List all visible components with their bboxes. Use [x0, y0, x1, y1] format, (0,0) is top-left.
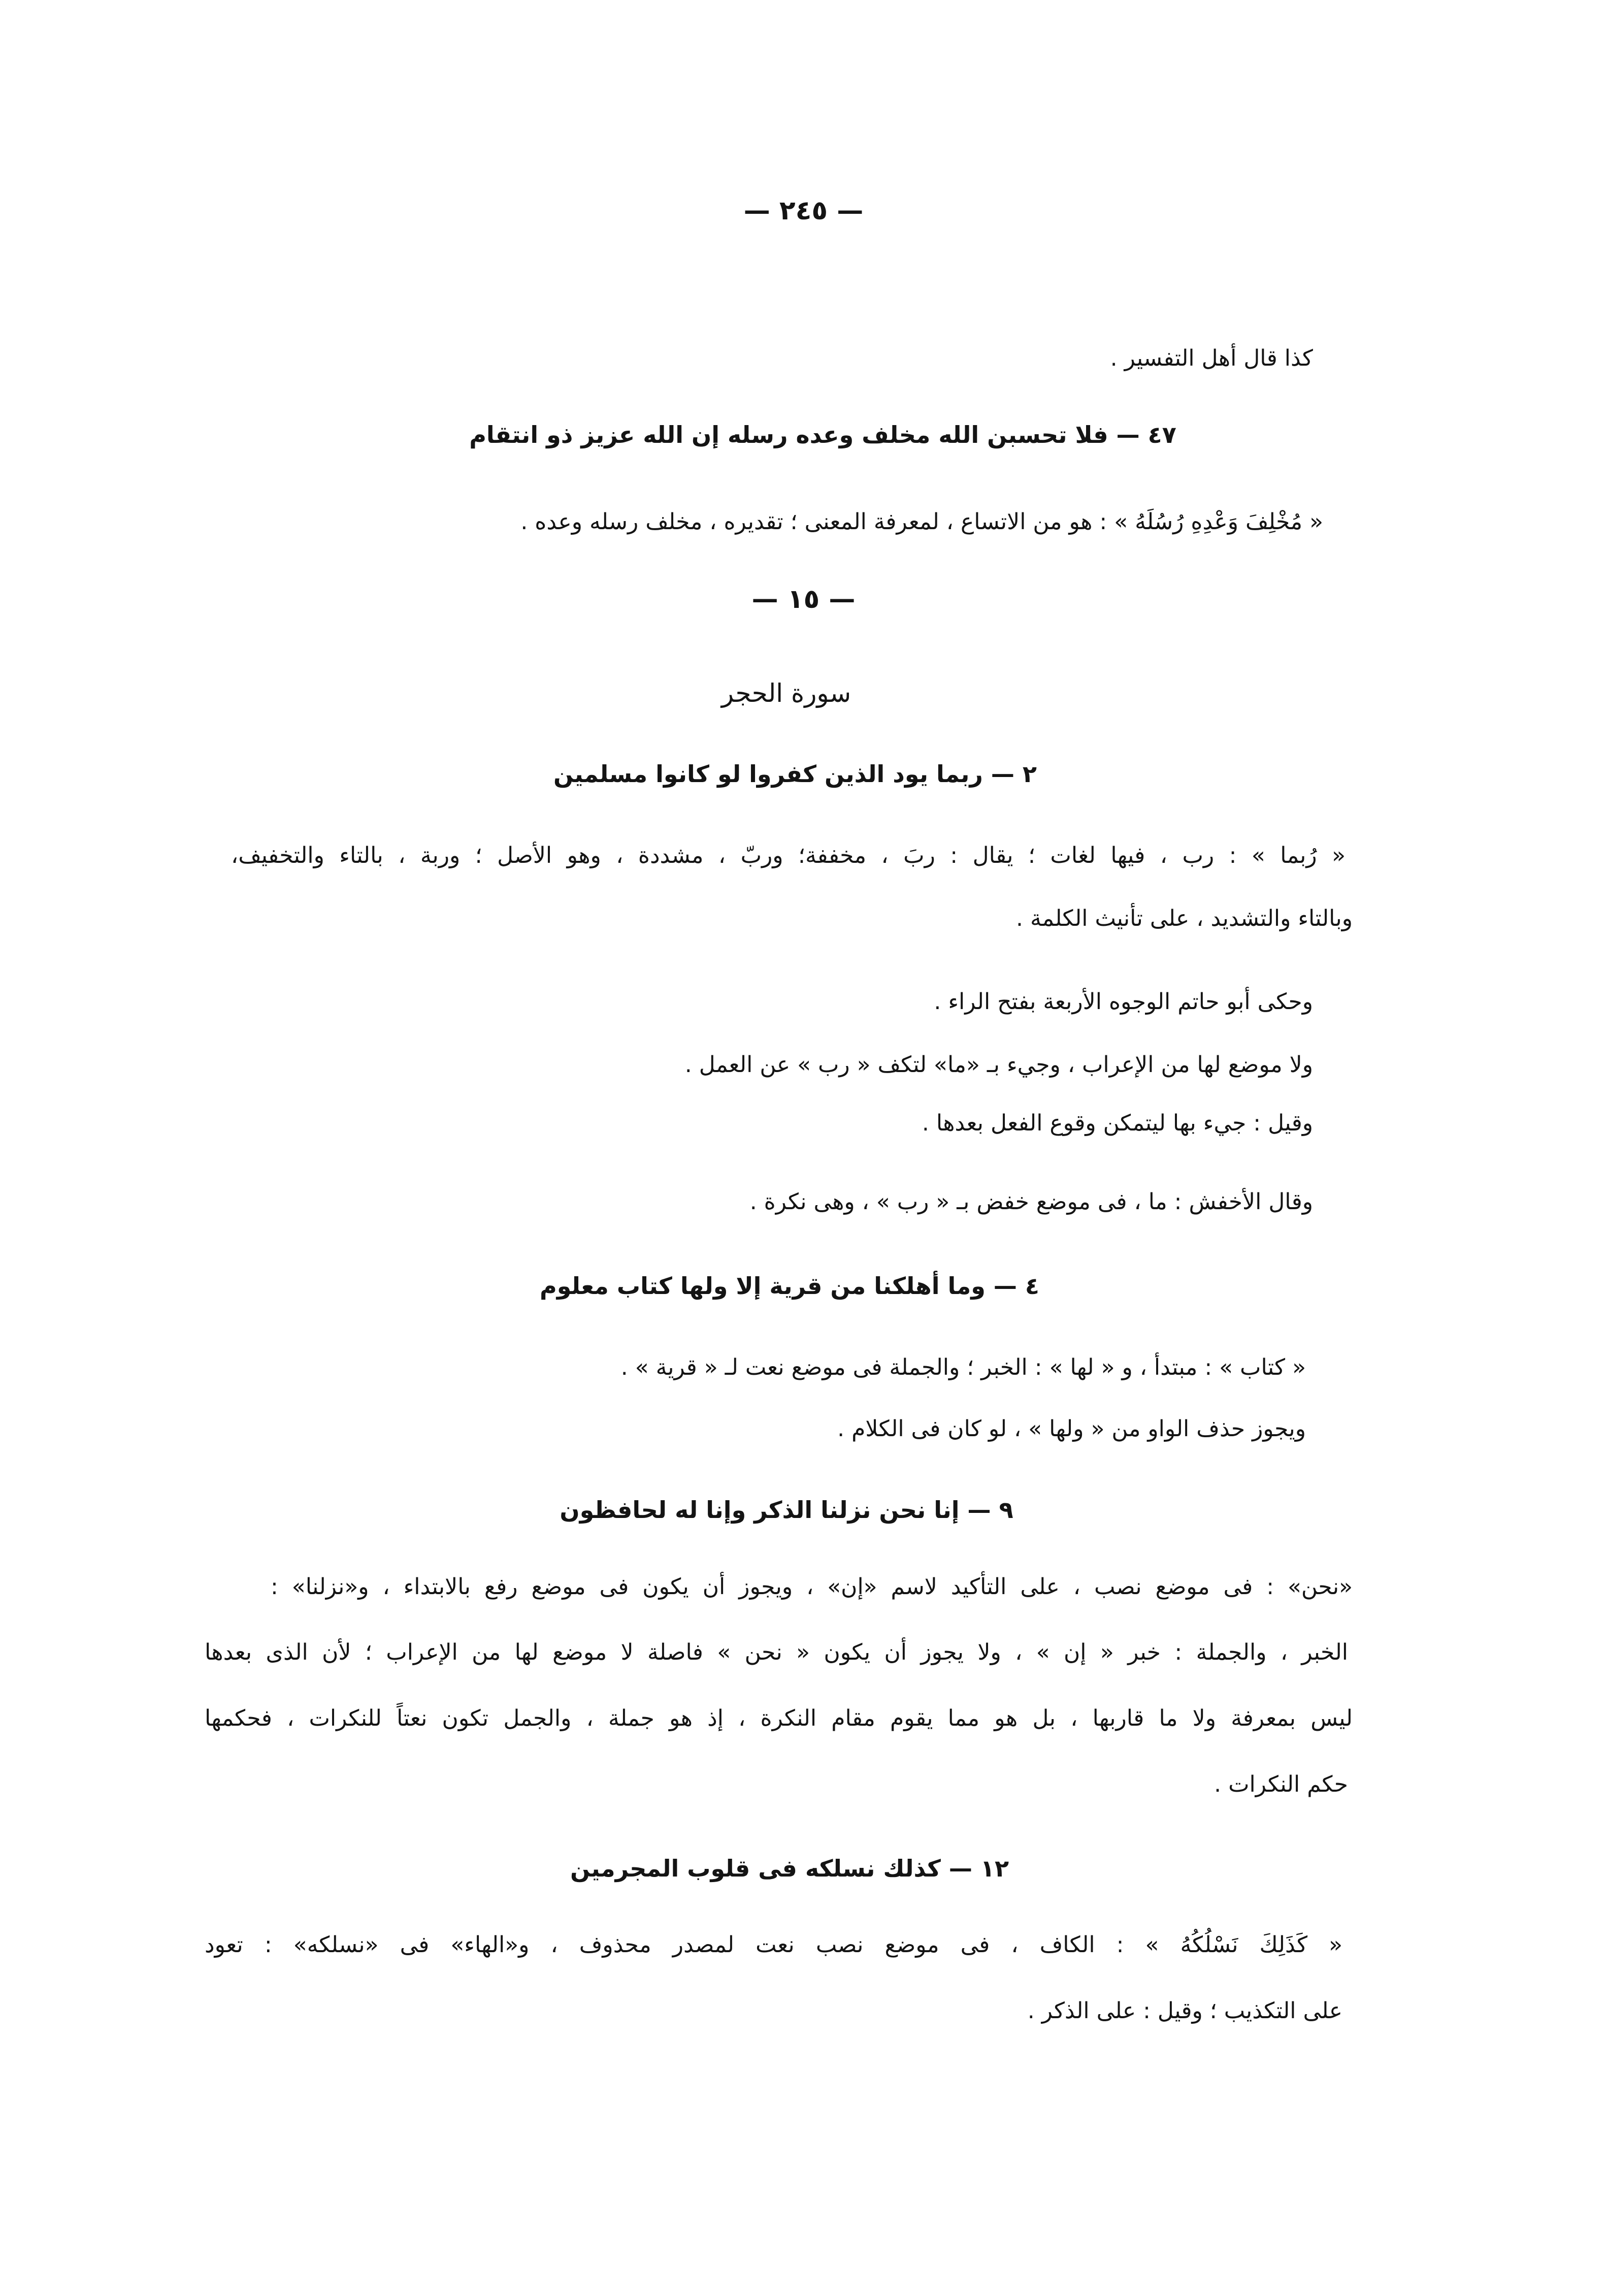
verse-4: ٤ — وما أهلكنا من قرية إلا ولها كتاب معلوم [540, 1272, 1039, 1300]
verse-9: ٩ — إنا نحن نزلنا الذكر وإنا له لحافظون [560, 1496, 1013, 1524]
surah-number: — ١٥ — [751, 584, 856, 615]
page-number: — ٢٤٥ — [743, 196, 864, 226]
commentary-line: وقال الأخفش : ما ، فى موضع خفض بـ « رب » ، وهى نكرة . [749, 1189, 1313, 1215]
commentary-line: « مُخْلِفَ وَعْدِهِ رُسُلَهُ » : هو من الاتساع ، لمعرفة المعنى ؛ تقديره ، مخلف رسله وعده . [520, 509, 1323, 535]
commentary-line: الخبر ، والجملة : خبر « إن » ، ولا يجوز أن يكون « نحن » فاصلة لا موضع لها من الإعراب ؛ لأن الذى بعدها [205, 1639, 1348, 1665]
commentary-line: « كتاب » : مبتدأ ، و « لها » : الخبر ؛ والجملة فى موضع نعت لـ « قرية » . [620, 1354, 1306, 1380]
commentary-line: وقيل : جيء بها ليتمكن وقوع الفعل بعدها . [922, 1110, 1313, 1136]
commentary-line: « رُبما » : رب ، فيها لغات ؛ يقال : ربَ ، مخففة؛ وربّ ، مشددة ، وهو الأصل ؛ وربة ، بالتاء والتخفيف، [231, 843, 1346, 868]
verse-47: ٤٧ — فلا تحسبن الله مخلف وعده رسله إن الله عزيز ذو انتقام [469, 421, 1176, 448]
commentary-line: ويجوز حذف الواو من « ولها » ، لو كان فى الكلام . [837, 1416, 1306, 1442]
commentary-line: « كَذَلِكَ نَسْلُكُهُ » : الكاف ، فى موضع نصب نعت لمصدر محذوف ، و«الهاء» فى «نسلكه» : تعود [205, 1932, 1342, 1958]
commentary-line: «نحن» : فى موضع نصب ، على التأكيد لاسم «إن» ، ويجوز أن يكون فى موضع رفع بالابتداء ، و«نزلنا» : [271, 1574, 1353, 1600]
verse-12: ١٢ — كذلك نسلكه فى قلوب المجرمين [570, 1855, 1009, 1882]
commentary-line: وبالتاء والتشديد ، على تأنيث الكلمة . [1015, 906, 1353, 931]
commentary-line: وحكى أبو حاتم الوجوه الأربعة بفتح الراء . [934, 989, 1313, 1015]
verse-2: ٢ — ربما يود الذين كفروا لو كانوا مسلمين [553, 760, 1037, 788]
closing-note: كذا قال أهل التفسير . [1110, 345, 1313, 371]
commentary-line: ولا موضع لها من الإعراب ، وجيء بـ «ما» لتكف « رب » عن العمل . [684, 1052, 1313, 1078]
surah-title: سورة الحجر [721, 678, 851, 708]
commentary-line: على التكذيب ؛ وقيل : على الذكر . [1027, 1998, 1342, 2024]
commentary-line: حكم النكرات . [1214, 1771, 1348, 1797]
commentary-line: ليس بمعرفة ولا ما قاربها ، بل هو مما يقوم مقام النكرة ، إذ هو جملة ، والجمل تكون نعتاً للنكرات ، فحكمها [205, 1705, 1353, 1731]
